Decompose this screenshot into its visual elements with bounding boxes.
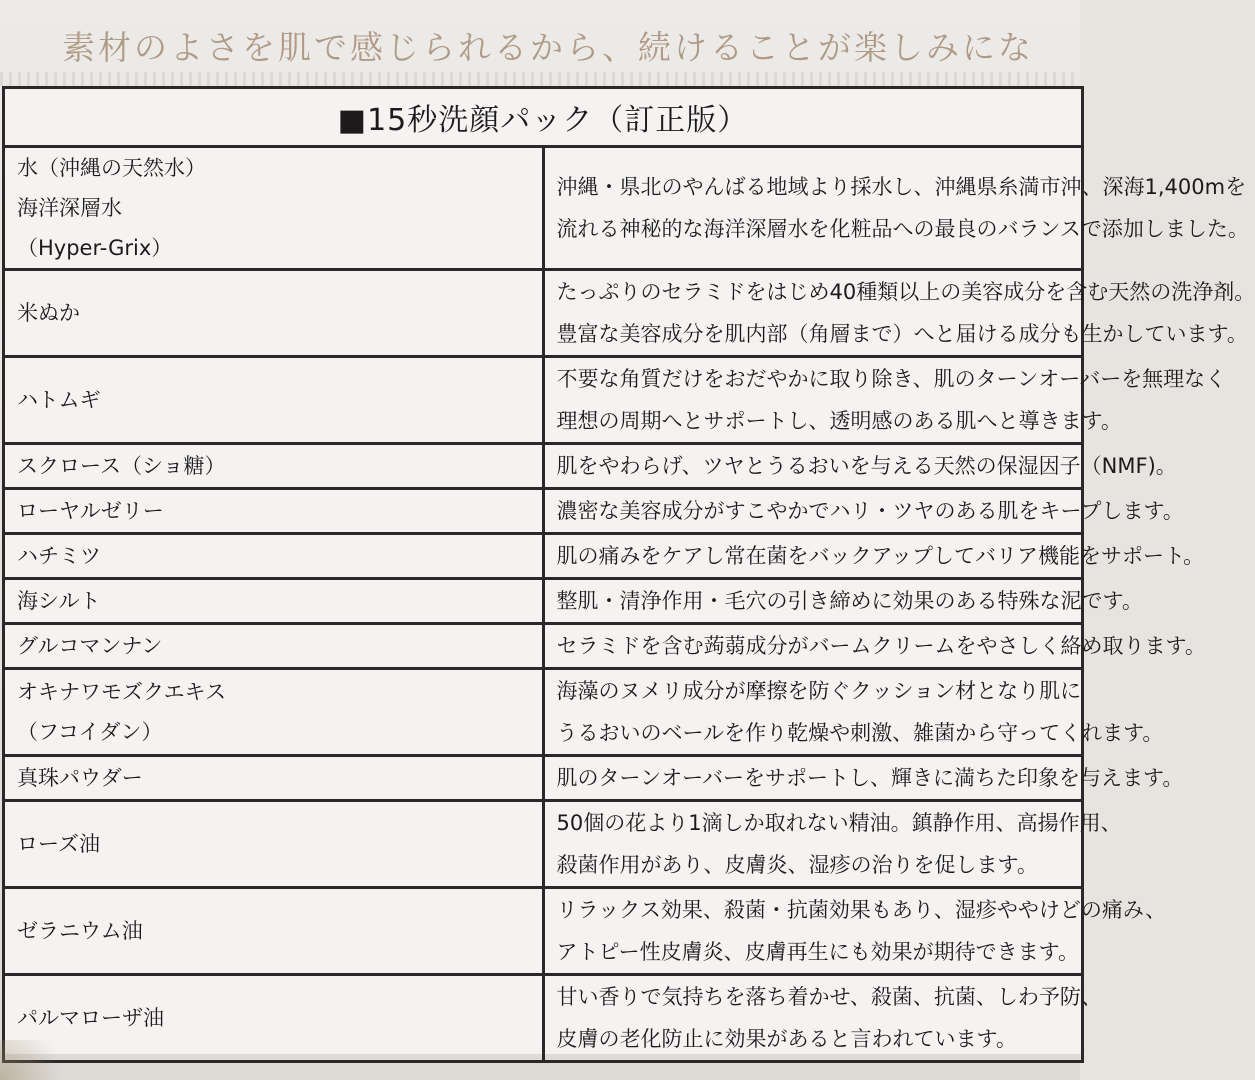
ingredient-name: ローズ油 — [17, 832, 100, 856]
ingredient-name-cell — [4, 888, 544, 975]
ingredient-description: 皮膚の老化防止に効果があると言われています。 — [556, 1027, 1017, 1051]
ingredient-name-cell — [4, 534, 544, 579]
table-row — [4, 444, 1083, 489]
corner-shadow — [0, 1040, 80, 1080]
ingredient-description: 濃密な美容成分がすこやかでハリ・ツヤのある肌をキープします。 — [556, 499, 1184, 523]
ingredient-description-cell — [543, 444, 1177, 489]
table-row — [4, 888, 1083, 975]
ingredient-name-cell — [4, 270, 544, 357]
table-title: ■15秒洗顔パック（訂正版） — [4, 88, 1083, 147]
ingredient-description-cell — [543, 888, 1167, 975]
ingredient-description-cell — [543, 489, 1184, 534]
ingredient-description-cell — [543, 975, 1102, 1062]
table-row — [4, 756, 1083, 801]
ingredient-name: 海洋深層水 — [17, 196, 122, 220]
ingredient-description-cell — [543, 756, 1184, 801]
decorative-band — [0, 72, 1080, 86]
ingredient-name: パルマローザ油 — [17, 1006, 164, 1030]
ingredient-description-cell — [543, 624, 1206, 669]
ingredient-name-cell — [4, 801, 544, 888]
table-row — [4, 270, 1083, 357]
table-row — [4, 669, 1083, 756]
ingredient-name: オキナワモズクエキス — [17, 680, 227, 704]
ingredient-name-cell — [4, 624, 544, 669]
ingredient-description: 整肌・清浄作用・毛穴の引き締めに効果のある特殊な泥です。 — [556, 589, 1143, 613]
table-row — [4, 357, 1083, 444]
ingredient-description: 豊富な美容成分を肌内部（角層まで）へと届ける成分も生かしています。 — [556, 322, 1248, 346]
ingredient-name-cell — [4, 975, 544, 1062]
ingredient-name: ハトムギ — [17, 388, 101, 412]
table-row — [4, 147, 1083, 270]
ingredient-name-cell — [4, 147, 544, 270]
ingredient-table — [2, 86, 1255, 1063]
ingredient-description: リラックス効果、殺菌・抗菌効果もあり、湿疹ややけどの痛み、 — [556, 898, 1167, 922]
table-row — [4, 801, 1083, 888]
ingredient-name: 海シルト — [17, 589, 101, 613]
table-row — [4, 975, 1083, 1062]
table-row — [4, 534, 1083, 579]
ingredient-description-cell — [543, 801, 1122, 888]
ingredient-name-cell — [4, 489, 544, 534]
ingredient-name: ローヤルゼリー — [17, 499, 164, 523]
ingredient-description: 甘い香りで気持ちを落ち着かせ、殺菌、抗菌、しわ予防、 — [556, 985, 1102, 1009]
ingredient-name: （Hyper-Grix） — [17, 236, 173, 260]
ingredient-description: 肌のターンオーバーをサポートし、輝きに満ちた印象を与えます。 — [556, 766, 1184, 790]
ingredient-description-cell — [543, 357, 1227, 444]
ingredient-table-panel — [2, 86, 1255, 1054]
ingredient-description: アトピー性皮膚炎、皮膚再生にも効果が期待できます。 — [556, 940, 1079, 964]
ingredient-description: 不要な角質だけをおだやかに取り除き、肌のターンオーバーを無理なく — [556, 367, 1227, 391]
ingredient-name: ハチミツ — [17, 544, 101, 568]
ingredient-name-cell — [4, 669, 544, 756]
ingredient-name: ゼラニウム油 — [17, 919, 143, 943]
ingredient-description: 肌の痛みをケアし常在菌をバックアップしてバリア機能をサポート。 — [556, 544, 1205, 568]
ingredient-name: スクロース（ショ糖） — [17, 454, 226, 478]
ingredient-name: 真珠パウダー — [17, 766, 143, 790]
tagline: 素材のよさを肌で感じられるから、続けることが楽しみにな — [62, 28, 1034, 67]
ingredient-description: 海藻のヌメリ成分が摩擦を防ぐクッション材となり肌に — [556, 679, 1082, 703]
ingredient-description-cell — [543, 147, 1249, 270]
ingredient-name: 水（沖縄の天然水） — [17, 156, 206, 180]
ingredient-name-cell — [4, 579, 544, 624]
ingredient-description: 殺菌作用があり、皮膚炎、湿疹の治りを促します。 — [556, 853, 1038, 877]
table-row — [4, 624, 1083, 669]
ingredient-description-cell — [543, 270, 1255, 357]
ingredient-description: 沖縄・県北のやんばる地域より採水し、沖縄県糸満市沖、深海1,400mを — [556, 175, 1247, 199]
ingredient-name-cell — [4, 756, 544, 801]
ingredient-description: 肌をやわらげ、ツヤとうるおいを与える天然の保湿因子（NMF)。 — [556, 454, 1177, 478]
ingredient-name: グルコマンナン — [17, 634, 163, 658]
table-body — [4, 147, 1255, 1062]
table-header-row — [4, 88, 1083, 147]
ingredient-description-cell — [543, 669, 1164, 756]
ingredient-description: 流れる神秘的な海洋深層水を化粧品への最良のバランスで添加しました。 — [556, 217, 1249, 241]
ingredient-description: セラミドを含む蒟蒻成分がバームクリームをやさしく絡め取ります。 — [556, 634, 1206, 658]
ingredient-description: 理想の周期へとサポートし、透明感のある肌へと導きます。 — [556, 409, 1122, 433]
ingredient-name-cell — [4, 444, 544, 489]
ingredient-description: たっぷりのセラミドをはじめ40種類以上の美容成分を含む天然の洗浄剤。 — [556, 280, 1255, 304]
table-row — [4, 579, 1083, 624]
ingredient-description: 50個の花より1滴しか取れない精油。鎮静作用、高揚作用、 — [556, 811, 1122, 835]
ingredient-description: うるおいのベールを作り乾燥や刺激、雑菌から守ってくれます。 — [556, 721, 1164, 745]
ingredient-description-cell — [543, 534, 1205, 579]
ingredient-name-cell — [4, 357, 544, 444]
ingredient-name: （フコイダン） — [17, 720, 163, 744]
ingredient-description-cell — [543, 579, 1143, 624]
table-row — [4, 489, 1083, 534]
ingredient-name: 米ぬか — [17, 301, 80, 325]
